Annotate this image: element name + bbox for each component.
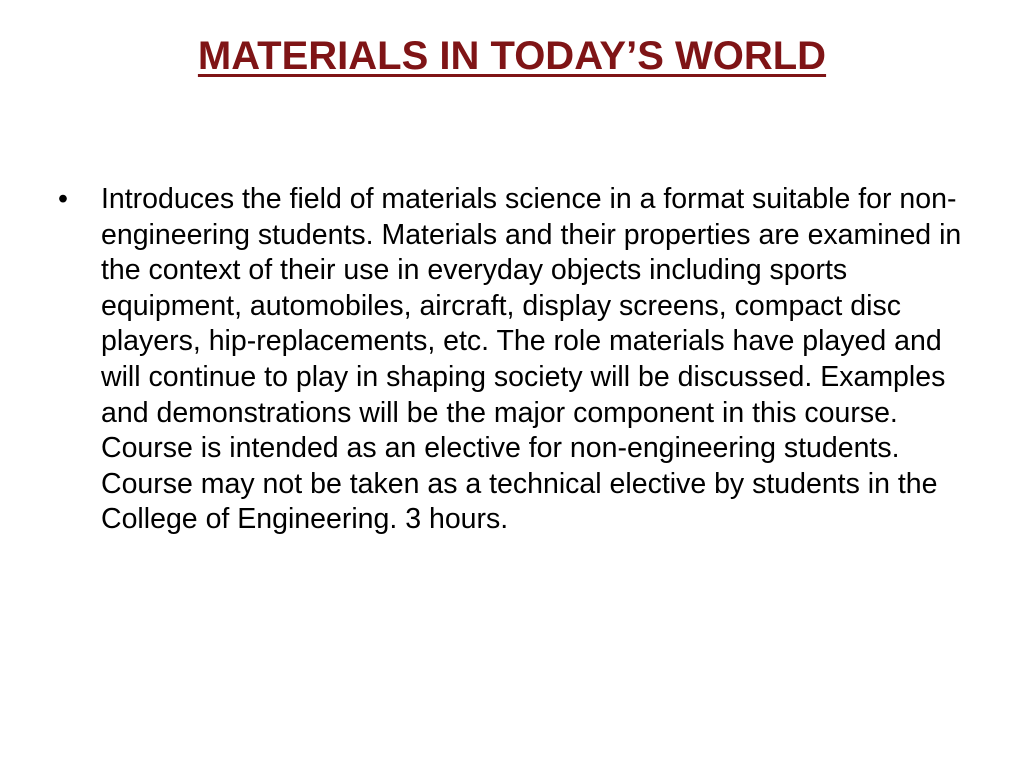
bullet-marker: • — [58, 183, 68, 215]
slide-title-text: MATERIALS IN TODAY’S WORLD — [197, 34, 827, 78]
bullet-item — [58, 182, 970, 538]
bullet-text: Introduces the field of materials science in a format suitable for non-engineering students. Materials and their properties are examined in the context of their use in everyday objects including sports equipment, automobiles, aircraft, display screens, compact disc players, hip-replacements, etc. The role materials have played and will continue to play in shaping society will be discussed. Examples and demonstrations will be the major component in this course. Course is intended as an elective for non-engineering students. Course may not be taken as a technical elective by students in the College of Engineering. 3 hours. — [101, 183, 962, 536]
bullet-list — [58, 182, 970, 538]
slide-title — [0, 28, 1024, 84]
